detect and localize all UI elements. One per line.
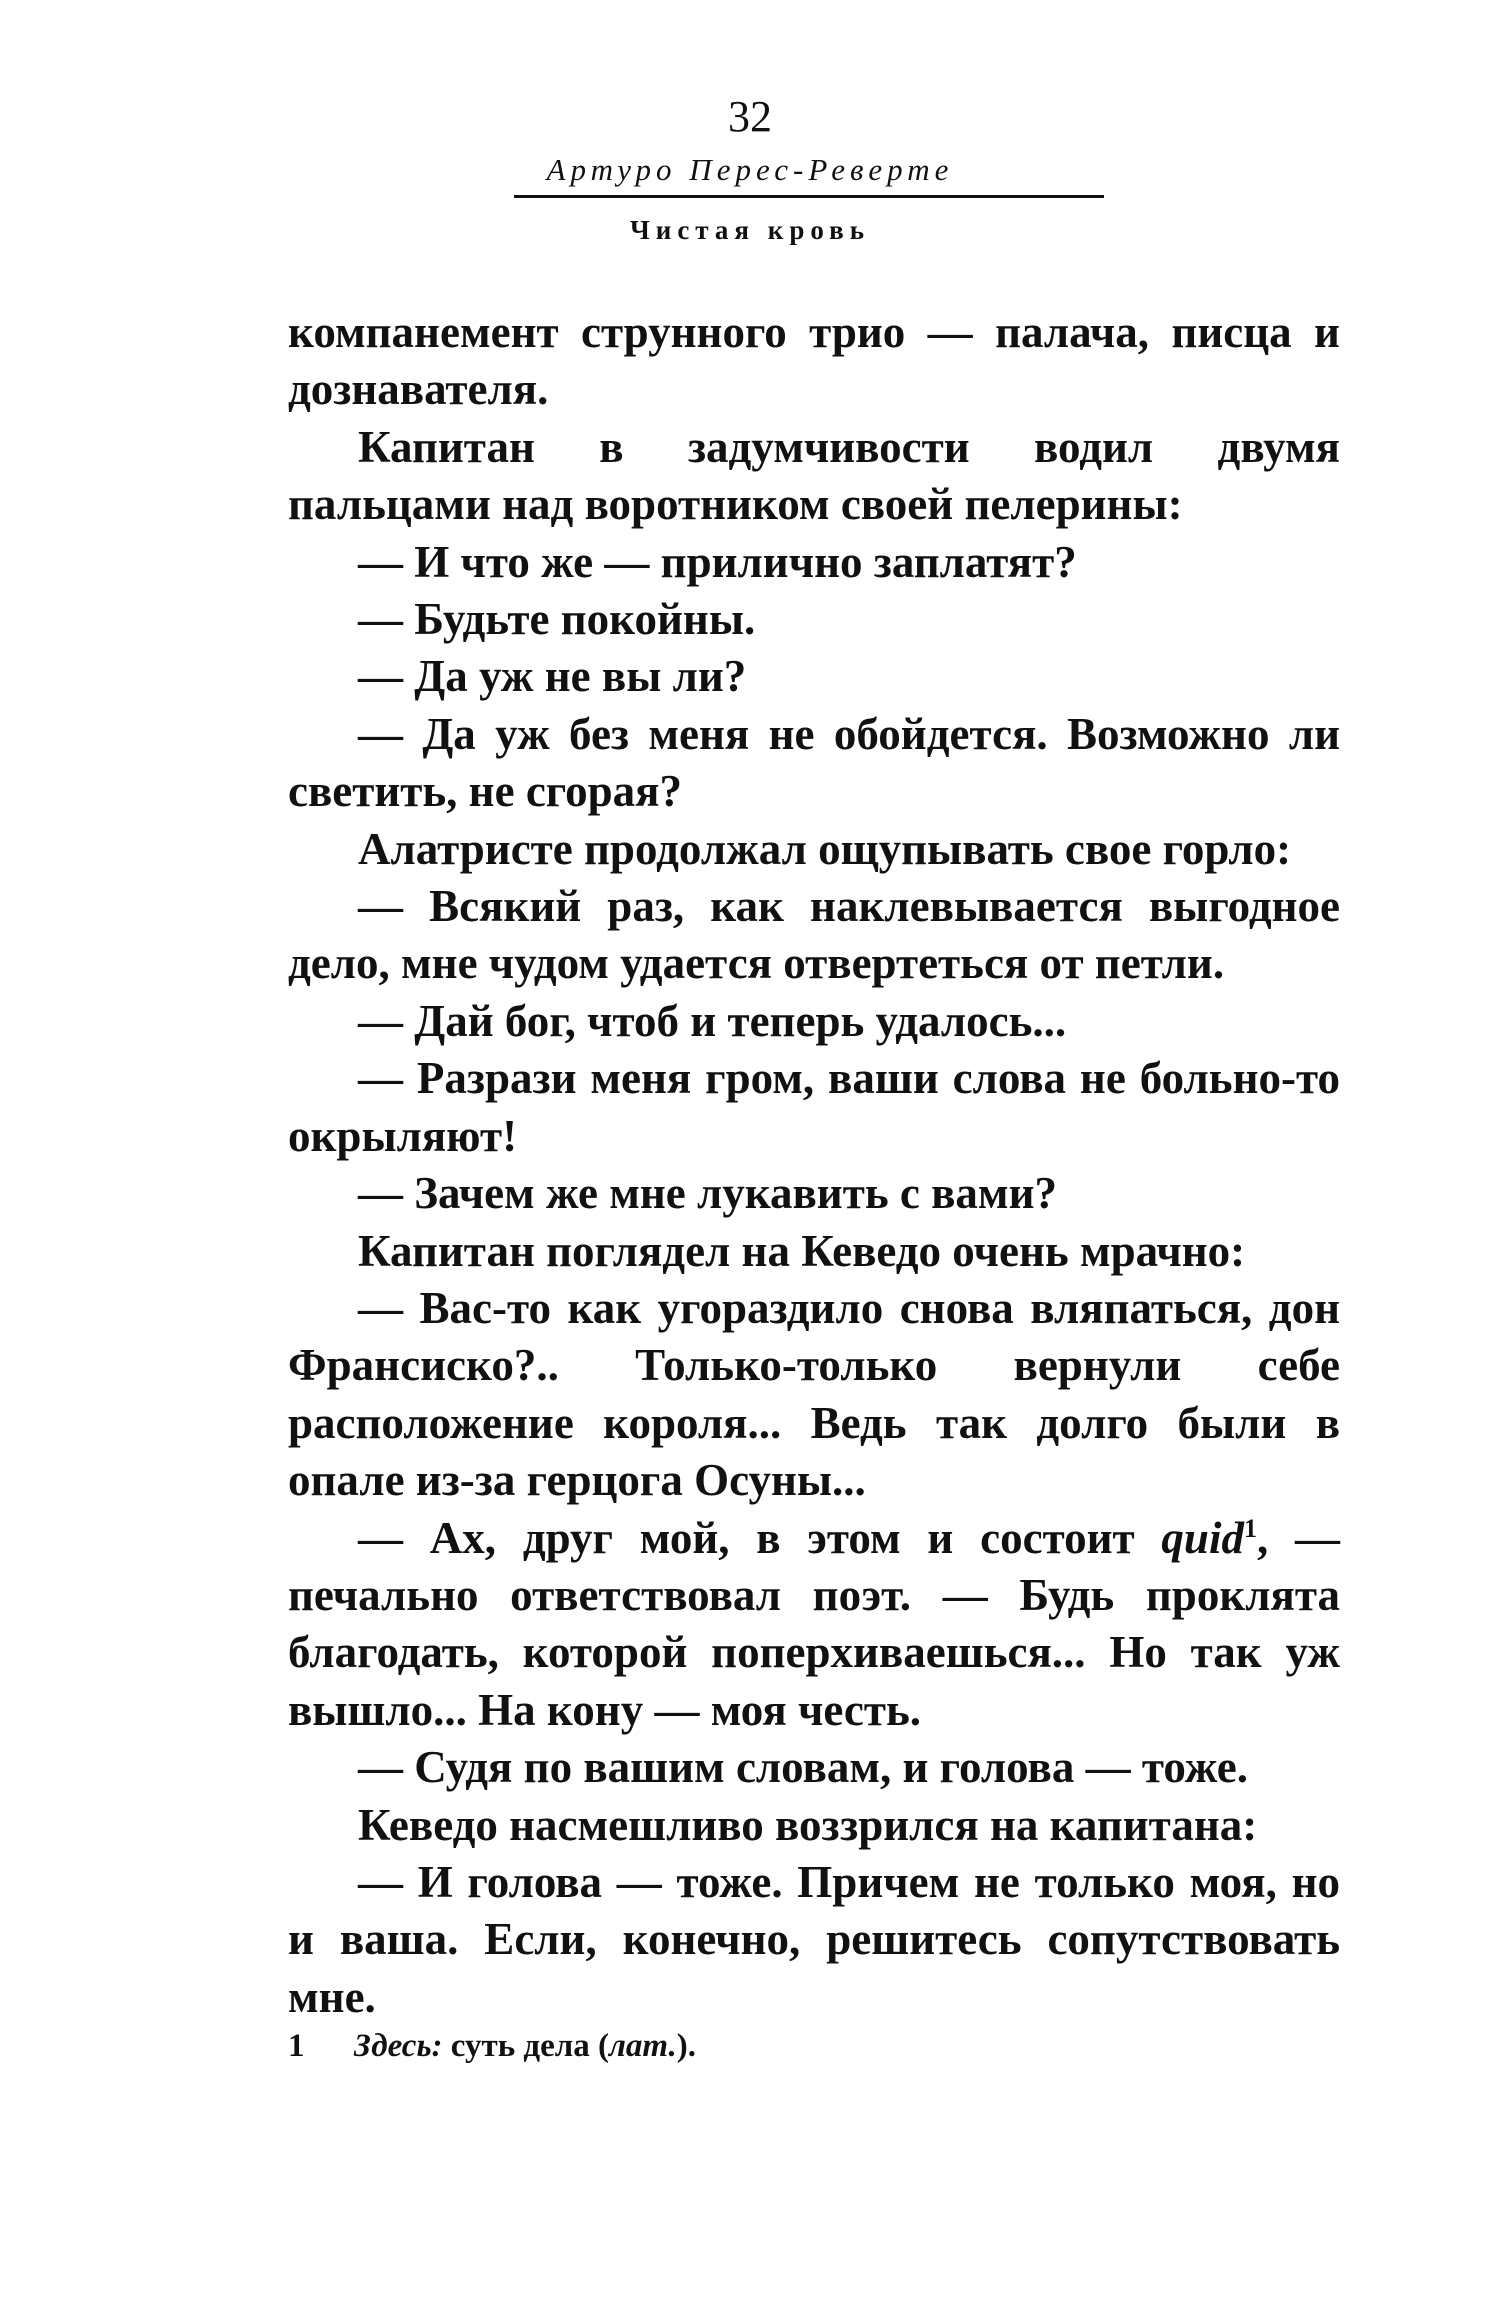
footnote-language: лат. xyxy=(609,2028,677,2064)
paragraph: — Будьте покойны. xyxy=(358,594,756,645)
running-header-author: Артуро Перес-Реверте xyxy=(546,152,954,187)
paragraph: — Разрази меня гром, ваши слова не больно-то окрыляют! xyxy=(288,1053,1340,1161)
paragraph: — Да уж без меня не обойдется. Возможно ли светить, не сгорая? xyxy=(288,708,1340,817)
paragraph-text: — Ах, друг мой, в этом и состоит xyxy=(358,1512,1162,1563)
footnote-text: суть дела ( xyxy=(442,2028,609,2064)
paragraph: — Да уж не вы ли? xyxy=(358,651,747,702)
page-number: 32 xyxy=(728,92,772,141)
paragraph: Алатристе продолжал ощупывать свое горло: xyxy=(358,823,1292,874)
paragraph: Кеведо насмешливо воззрился на капитана: xyxy=(358,1799,1258,1850)
body-text xyxy=(288,304,1340,2026)
running-header-title: Чистая кровь xyxy=(629,215,871,245)
footnote xyxy=(288,2025,1340,2067)
footnote-label: Здесь: xyxy=(354,2028,443,2064)
paragraph: Капитан в задумчивости водил двумя пальцами над воротником своей пелерины: xyxy=(288,421,1340,530)
paragraph: — Вас-то как угораздило снова вляпаться, дон Франсиско?.. Только-только вернули себе расположение короля... Ведь так долго были в опале из-за герцога Осуны... xyxy=(288,1282,1340,1506)
paragraph-text: , — печально ответствовал поэт. — Будь проклята благодать, которой поперхиваешься... Но так уж вышло... На кону — моя честь. xyxy=(288,1512,1340,1735)
footnote-number: 1 xyxy=(288,2028,305,2064)
italic-term: quid xyxy=(1161,1512,1244,1563)
paragraph: — Дай бог, чтоб и теперь удалось... xyxy=(358,995,1067,1046)
paragraph: Капитан поглядел на Кеведо очень мрачно: xyxy=(358,1225,1246,1276)
paragraph: — И что же — прилично заплатят? xyxy=(358,536,1077,587)
paragraph: компанемент струнного трио — палача, писца и дознавателя. xyxy=(288,307,1340,415)
paragraph: — Судя по вашим словам, и голова — тоже. xyxy=(358,1742,1248,1793)
paragraph: — Зачем же мне лукавить с вами? xyxy=(358,1168,1057,1219)
paragraph: — И голова — тоже. Причем не только моя, но и ваша. Если, конечно, решитесь сопутствовать мне. xyxy=(288,1856,1340,2022)
header-divider xyxy=(514,195,1104,198)
paragraph-with-footnote xyxy=(288,1510,1340,1740)
footnote-mark: 1 xyxy=(1243,1513,1257,1543)
paragraph: — Всякий раз, как наклевывается выгодное дело, мне чудом удается отвертеться от петли. xyxy=(288,881,1340,989)
footnote-closing: ). xyxy=(676,2028,697,2064)
